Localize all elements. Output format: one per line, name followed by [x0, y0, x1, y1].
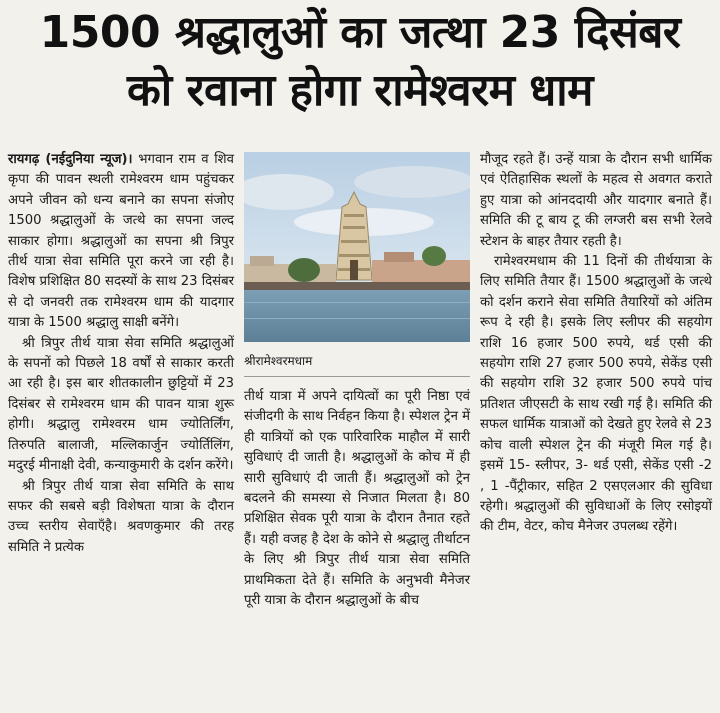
paragraph: तीर्थ यात्रा में अपने दायित्वों का पूरी निष्ठा एवं संजीदगी के साथ निर्वहन किया है। स्पेशल ट्रेन में ही यात्रियों को एक पारिवारिक माहौल में सारी सुविधाएं दी जाती है। श्रद्धालुओं के कोच में ही सारी सुविधाएं दी जाती हैं। श्रद्धालुओं को ट्रेन बदलने की समस्या से निजात मिलता है। 80 प्रशिक्षित सेवक पूरी यात्रा के दौरान तैनात रहते हैं। यही वजह है देश के कोने से श्रद्धालु तीर्थाटन के लिए श्री त्रिपुर तीर्थ यात्रा सेवा समिति प्राथमिकता देते हैं। समिति के अनुभवी मैनेजर पूरी यात्रा के दौरान श्रद्धालुओं के बीच — [244, 389, 470, 609]
paragraph — [8, 150, 234, 334]
article-column-3 — [480, 150, 712, 538]
headline-line-1: 1500 श्रद्धालुओं का जत्था 23 दिसंबर — [39, 7, 681, 58]
temple-photo — [244, 152, 470, 342]
paragraph: श्री त्रिपुर तीर्थ यात्रा सेवा समिति के साथ सफर की सबसे बड़ी विशेषता यात्रा के दौरान उच्च स्तरीय सेवाएँहै। श्रवणकुमार की तरह समिति ने प्रत्येक — [8, 478, 234, 555]
paragraph: मौजूद रहते हैं। उन्हें यात्रा के दौरान सभी धार्मिक एवं ऐतिहासिक स्थलों के महत्व से अवगत कराते हुए यात्रा को आंनददायी और यादगार बनाते हैं। समिति की टू बाय टू की लग्जरी बस सभी रेलवे स्टेशन के बाहर तैयार रहती है। — [480, 152, 712, 249]
temple-illustration — [244, 152, 470, 342]
paragraph-text: भगवान राम व शिव कृपा की पावन स्थली रामेश्वरम धाम पहुंचकर अपने जीवन को धन्य बनाने का सपना संजोए 1500 श्रद्धालुओं के जत्थे का सपना जल्द साकार होगा। श्रद्धालुओं का सपना श्री त्रिपुर तीर्थ यात्रा सेवा समिति पूरा करने जा रही है। विशेष प्रशिक्षित 80 सदस्यों के साथ 23 दिसंबर से दो जनवरी तक रामेश्वरम धाम की यादगार यात्रा के 1500 श्रद्धालु साक्षी बनेंगे। — [8, 152, 234, 331]
photo-caption: श्रीरामेश्वरमधाम — [244, 346, 470, 377]
article-column-1 — [8, 150, 234, 558]
byline: रायगढ़ (नईदुनिया न्यूज)। — [8, 152, 133, 167]
paragraph: रामेश्वरमधाम की 11 दिनों की तीर्थयात्रा के लिए समिति तैयार हैं। 1500 श्रद्धालुओं के जत्थे को दर्शन कराने सेवा समिति तैयारियों को अंतिम रूप दे रही है। इसके लिए स्लीपर की सहयोग राशि 16 हजार 500 रुपये, थर्ड एसी की सहयोग राशि 27 हजार 500 रुपये, सेकेंड एसी की सहयोग राशि 32 हजार 500 रुपये पांच प्रतिशत जीएसटी के साथ रखी गई है। समिति की सफल धार्मिक यात्राओं को देखते हुए रेलवे से 23 कोच वाली स्पेशल ट्रेन की मंजूरी मिल गई है। इसमें 15- स्लीपर, 3- थर्ड एसी, सेकेंड एसी -2 , 1 -पैंट्रीकार, सहित 2 एसएलआर की सुविधा रहेगी। श्रद्धालुओं की सुविधाओं के लिए रसोइयों की टीम, वेटर, कोच मैनेजर उपलब्ध रहेंगे। — [480, 254, 712, 535]
headline — [0, 4, 720, 120]
paragraph: श्री त्रिपुर तीर्थ यात्रा सेवा समिति श्रद्धालुओं के सपनों को पिछले 18 वर्षों से साकार करती आ रही है। इस बार शीतकालीन छुट्टियों में 23 दिसंबर से रामेश्वरम धाम की पावन यात्रा शुरू होगी। श्रद्धालु रामेश्वरम धाम ज्योतिर्लिंग, तिरुपति बालाजी, मल्लिकार्जुन ज्योर्तिलिंग, मदुरई मीनाक्षी देवी, कन्याकुमारी के दर्शन करेंगे। — [8, 335, 234, 474]
headline-line-2: को रवाना होगा रामेश्वरम धाम — [126, 65, 593, 116]
article-column-2 — [244, 387, 470, 611]
